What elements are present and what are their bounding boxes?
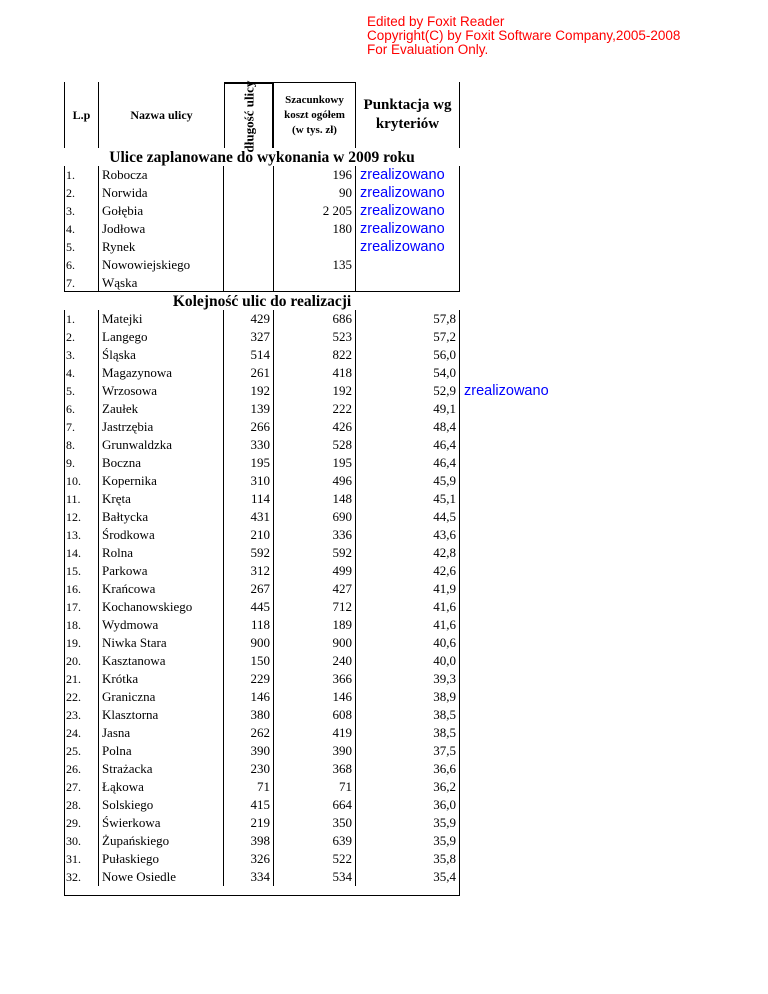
header-points-line-1: Punktacja wg bbox=[363, 97, 452, 113]
street-points: 45,9 bbox=[356, 472, 460, 490]
header-points-line-2: kryteriów bbox=[375, 116, 440, 132]
street-name: Jodłowa bbox=[98, 220, 224, 238]
row-number: 8. bbox=[66, 438, 75, 452]
street-name: Nowe Osiedle bbox=[98, 868, 224, 886]
street-points: 35,9 bbox=[356, 832, 460, 850]
street-name: Zaułek bbox=[98, 400, 224, 418]
row-number: 32. bbox=[66, 870, 81, 884]
row-number: 4. bbox=[66, 222, 75, 236]
row-number: 25. bbox=[66, 744, 81, 758]
table-row bbox=[64, 382, 460, 400]
row-number: 20. bbox=[66, 654, 81, 668]
street-name: Langego bbox=[98, 328, 224, 346]
street-cost: 90 bbox=[274, 184, 356, 202]
street-name: Pułaskiego bbox=[98, 850, 224, 868]
street-name: Rolna bbox=[98, 544, 224, 562]
street-cost: 350 bbox=[274, 814, 356, 832]
street-name: Wrzosowa bbox=[98, 382, 224, 400]
watermark-line-1: Edited by Foxit Reader bbox=[367, 14, 505, 29]
street-cost: 71 bbox=[274, 778, 356, 796]
street-cost: 523 bbox=[274, 328, 356, 346]
row-number: 12. bbox=[66, 510, 81, 524]
table-row bbox=[64, 634, 460, 652]
street-name: Parkowa bbox=[98, 562, 224, 580]
street-cost: 664 bbox=[274, 796, 356, 814]
header-points bbox=[356, 82, 460, 148]
street-cost: 336 bbox=[274, 526, 356, 544]
table-row bbox=[64, 850, 460, 868]
street-cost: 135 bbox=[274, 256, 356, 274]
status-label: zrealizowano bbox=[360, 221, 445, 237]
street-length: 326 bbox=[224, 850, 274, 868]
street-length: 139 bbox=[224, 400, 274, 418]
table-row bbox=[64, 598, 460, 616]
street-points: 36,0 bbox=[356, 796, 460, 814]
row-number: 16. bbox=[66, 582, 81, 596]
street-length: 330 bbox=[224, 436, 274, 454]
row-number: 31. bbox=[66, 852, 81, 866]
table-row bbox=[64, 472, 460, 490]
row-number: 27. bbox=[66, 780, 81, 794]
street-length: 118 bbox=[224, 616, 274, 634]
street-name: Polna bbox=[98, 742, 224, 760]
street-cost: 690 bbox=[274, 508, 356, 526]
street-length: 312 bbox=[224, 562, 274, 580]
street-cost: 180 bbox=[274, 220, 356, 238]
street-cost: 686 bbox=[274, 310, 356, 328]
street-name: Wąska bbox=[98, 274, 224, 292]
street-length: 592 bbox=[224, 544, 274, 562]
street-status-cell bbox=[356, 184, 460, 202]
street-length: 334 bbox=[224, 868, 274, 886]
status-label: zrealizowano bbox=[360, 185, 445, 201]
street-cost bbox=[274, 238, 356, 256]
row-number: 19. bbox=[66, 636, 81, 650]
street-length bbox=[224, 256, 274, 274]
street-name: Graniczna bbox=[98, 688, 224, 706]
street-points: 57,2 bbox=[356, 328, 460, 346]
street-length: 229 bbox=[224, 670, 274, 688]
row-number: 18. bbox=[66, 618, 81, 632]
street-name: Łąkowa bbox=[98, 778, 224, 796]
table-row bbox=[64, 310, 460, 328]
street-length: 398 bbox=[224, 832, 274, 850]
street-points: 38,9 bbox=[356, 688, 460, 706]
street-points: 35,8 bbox=[356, 850, 460, 868]
street-length bbox=[224, 202, 274, 220]
row-number: 4. bbox=[66, 366, 75, 380]
street-length: 192 bbox=[224, 382, 274, 400]
street-length: 150 bbox=[224, 652, 274, 670]
street-name: Świerkowa bbox=[98, 814, 224, 832]
street-cost: 148 bbox=[274, 490, 356, 508]
row-number: 14. bbox=[66, 546, 81, 560]
planned-section-title: Ulice zaplanowane do wykonania w 2009 roku bbox=[109, 149, 415, 166]
table-row bbox=[64, 454, 460, 472]
street-points: 38,5 bbox=[356, 706, 460, 724]
street-cost: 240 bbox=[274, 652, 356, 670]
row-number: 3. bbox=[66, 348, 75, 362]
row-number: 23. bbox=[66, 708, 81, 722]
table-row bbox=[64, 202, 460, 220]
street-points: 38,5 bbox=[356, 724, 460, 742]
street-length: 267 bbox=[224, 580, 274, 598]
street-cost bbox=[274, 274, 356, 292]
header-lp: L.p bbox=[64, 82, 98, 148]
header-length-label: długość ulicy bbox=[241, 80, 256, 152]
table-row bbox=[64, 544, 460, 562]
table-row bbox=[64, 688, 460, 706]
street-length: 195 bbox=[224, 454, 274, 472]
row-number: 17. bbox=[66, 600, 81, 614]
table-row bbox=[64, 166, 460, 184]
header-name: Nazwa ulicy bbox=[98, 82, 224, 148]
street-name: Solskiego bbox=[98, 796, 224, 814]
row-number: 13. bbox=[66, 528, 81, 542]
street-points: 40,6 bbox=[356, 634, 460, 652]
street-length: 327 bbox=[224, 328, 274, 346]
table-row bbox=[64, 616, 460, 634]
street-length: 210 bbox=[224, 526, 274, 544]
street-cost: 496 bbox=[274, 472, 356, 490]
watermark-line-3: For Evaluation Only. bbox=[367, 42, 489, 57]
table-row bbox=[64, 400, 460, 418]
street-length bbox=[224, 274, 274, 292]
street-cost: 192 bbox=[274, 382, 356, 400]
street-length: 114 bbox=[224, 490, 274, 508]
street-length: 266 bbox=[224, 418, 274, 436]
table-header bbox=[64, 80, 460, 152]
street-name: Środkowa bbox=[98, 526, 224, 544]
street-points: 48,4 bbox=[356, 418, 460, 436]
planned-table bbox=[64, 166, 460, 292]
street-name: Wydmowa bbox=[98, 616, 224, 634]
table-row bbox=[64, 652, 460, 670]
street-length: 262 bbox=[224, 724, 274, 742]
street-length: 219 bbox=[224, 814, 274, 832]
street-cost: 639 bbox=[274, 832, 356, 850]
table-row bbox=[64, 490, 460, 508]
street-cost: 712 bbox=[274, 598, 356, 616]
street-name: Rynek bbox=[98, 238, 224, 256]
street-status-cell bbox=[356, 220, 460, 238]
street-name: Norwida bbox=[98, 184, 224, 202]
street-points: 46,4 bbox=[356, 454, 460, 472]
table-row bbox=[64, 562, 460, 580]
street-cost: 822 bbox=[274, 346, 356, 364]
table-row bbox=[64, 346, 460, 364]
header-length bbox=[224, 80, 274, 152]
street-name: Jastrzębia bbox=[98, 418, 224, 436]
street-cost: 426 bbox=[274, 418, 356, 436]
street-status-cell bbox=[356, 166, 460, 184]
row-number: 26. bbox=[66, 762, 81, 776]
table-row bbox=[64, 526, 460, 544]
street-cost: 195 bbox=[274, 454, 356, 472]
street-name: Kopernika bbox=[98, 472, 224, 490]
row-number: 29. bbox=[66, 816, 81, 830]
street-cost: 146 bbox=[274, 688, 356, 706]
table-row bbox=[64, 706, 460, 724]
table-row bbox=[64, 508, 460, 526]
street-cost: 608 bbox=[274, 706, 356, 724]
row-number: 2. bbox=[66, 330, 75, 344]
street-points: 46,4 bbox=[356, 436, 460, 454]
street-points: 41,9 bbox=[356, 580, 460, 598]
row-number: 5. bbox=[66, 384, 75, 398]
street-length: 431 bbox=[224, 508, 274, 526]
table-row bbox=[64, 742, 460, 760]
street-points: 57,8 bbox=[356, 310, 460, 328]
row-number: 7. bbox=[66, 420, 75, 434]
street-status-cell bbox=[356, 238, 460, 256]
street-length bbox=[224, 166, 274, 184]
table-row bbox=[64, 868, 460, 886]
table-row bbox=[64, 580, 460, 598]
street-cost: 499 bbox=[274, 562, 356, 580]
row-number: 6. bbox=[66, 258, 75, 272]
street-cost: 419 bbox=[274, 724, 356, 742]
street-length bbox=[224, 238, 274, 256]
street-cost: 522 bbox=[274, 850, 356, 868]
table-row bbox=[64, 814, 460, 832]
street-points: 35,4 bbox=[356, 868, 460, 886]
street-points: 39,3 bbox=[356, 670, 460, 688]
row-number: 7. bbox=[66, 276, 75, 290]
street-status-cell bbox=[356, 274, 460, 292]
order-section-title: Kolejność ulic do realizacji bbox=[172, 293, 352, 310]
street-cost: 189 bbox=[274, 616, 356, 634]
table-row bbox=[64, 256, 460, 274]
table-row bbox=[64, 238, 460, 256]
table-row bbox=[64, 436, 460, 454]
street-length: 415 bbox=[224, 796, 274, 814]
table-row bbox=[64, 328, 460, 346]
street-cost: 528 bbox=[274, 436, 356, 454]
street-cost: 418 bbox=[274, 364, 356, 382]
row-number: 15. bbox=[66, 564, 81, 578]
table-row bbox=[64, 832, 460, 850]
street-points: 41,6 bbox=[356, 616, 460, 634]
header-cost-line-2: koszt ogółem bbox=[284, 109, 345, 121]
street-length: 429 bbox=[224, 310, 274, 328]
table-row bbox=[64, 760, 460, 778]
street-cost: 222 bbox=[274, 400, 356, 418]
street-name: Matejki bbox=[98, 310, 224, 328]
street-length: 146 bbox=[224, 688, 274, 706]
street-length: 900 bbox=[224, 634, 274, 652]
street-points: 36,6 bbox=[356, 760, 460, 778]
street-length: 390 bbox=[224, 742, 274, 760]
table-row bbox=[64, 184, 460, 202]
status-label: zrealizowano bbox=[360, 239, 445, 255]
street-length: 310 bbox=[224, 472, 274, 490]
header-cost-line-3: (w tys. zł) bbox=[292, 124, 337, 136]
street-name: Magazynowa bbox=[98, 364, 224, 382]
table-row bbox=[64, 364, 460, 382]
street-cost: 900 bbox=[274, 634, 356, 652]
street-cost: 534 bbox=[274, 868, 356, 886]
street-points: 49,1 bbox=[356, 400, 460, 418]
table-row bbox=[64, 670, 460, 688]
row-number: 6. bbox=[66, 402, 75, 416]
street-points: 54,0 bbox=[356, 364, 460, 382]
street-points: 40,0 bbox=[356, 652, 460, 670]
status-label: zrealizowano bbox=[360, 167, 445, 183]
street-length: 380 bbox=[224, 706, 274, 724]
street-name: Robocza bbox=[98, 166, 224, 184]
row-number: 1. bbox=[66, 312, 75, 326]
street-points: 52,9 bbox=[356, 382, 460, 400]
table-row bbox=[64, 418, 460, 436]
table-row bbox=[64, 796, 460, 814]
street-cost: 368 bbox=[274, 760, 356, 778]
street-points: 42,6 bbox=[356, 562, 460, 580]
street-name: Strażacka bbox=[98, 760, 224, 778]
street-name: Grunwaldzka bbox=[98, 436, 224, 454]
table-row bbox=[64, 724, 460, 742]
table-row bbox=[64, 274, 460, 292]
row-number: 30. bbox=[66, 834, 81, 848]
street-points: 45,1 bbox=[356, 490, 460, 508]
watermark-line-2: Copyright(C) by Foxit Software Company,2005-2008 bbox=[367, 28, 681, 43]
header-cost-line-1: Szacunkowy bbox=[285, 94, 344, 106]
street-points: 56,0 bbox=[356, 346, 460, 364]
row-number: 5. bbox=[66, 240, 75, 254]
street-name: Kręta bbox=[98, 490, 224, 508]
street-cost: 592 bbox=[274, 544, 356, 562]
street-name: Żupańskiego bbox=[98, 832, 224, 850]
street-name: Kochanowskiego bbox=[98, 598, 224, 616]
street-name: Boczna bbox=[98, 454, 224, 472]
status-label: zrealizowano bbox=[464, 383, 549, 399]
street-cost: 2 205 bbox=[274, 202, 356, 220]
street-points: 37,5 bbox=[356, 742, 460, 760]
row-number: 21. bbox=[66, 672, 81, 686]
street-name: Klasztorna bbox=[98, 706, 224, 724]
street-name: Bałtycka bbox=[98, 508, 224, 526]
table-row bbox=[64, 220, 460, 238]
row-number: 28. bbox=[66, 798, 81, 812]
row-number: 10. bbox=[66, 474, 81, 488]
street-points: 43,6 bbox=[356, 526, 460, 544]
street-name: Krótka bbox=[98, 670, 224, 688]
row-number: 22. bbox=[66, 690, 81, 704]
row-number: 9. bbox=[66, 456, 75, 470]
order-table bbox=[64, 310, 460, 886]
street-points: 36,2 bbox=[356, 778, 460, 796]
street-cost: 196 bbox=[274, 166, 356, 184]
street-cost: 427 bbox=[274, 580, 356, 598]
street-status-cell bbox=[356, 256, 460, 274]
street-cost: 366 bbox=[274, 670, 356, 688]
street-length bbox=[224, 220, 274, 238]
row-number: 3. bbox=[66, 204, 75, 218]
header-cost bbox=[274, 82, 356, 148]
row-number: 11. bbox=[66, 492, 81, 506]
street-name: Jasna bbox=[98, 724, 224, 742]
street-length: 71 bbox=[224, 778, 274, 796]
street-length bbox=[224, 184, 274, 202]
street-points: 41,6 bbox=[356, 598, 460, 616]
street-points: 35,9 bbox=[356, 814, 460, 832]
street-name: Śląska bbox=[98, 346, 224, 364]
row-number: 2. bbox=[66, 186, 75, 200]
street-name: Krańcowa bbox=[98, 580, 224, 598]
street-points: 44,5 bbox=[356, 508, 460, 526]
street-name: Kasztanowa bbox=[98, 652, 224, 670]
street-length: 261 bbox=[224, 364, 274, 382]
street-status-cell bbox=[356, 202, 460, 220]
street-name: Nowowiejskiego bbox=[98, 256, 224, 274]
row-number: 24. bbox=[66, 726, 81, 740]
street-points: 42,8 bbox=[356, 544, 460, 562]
status-label: zrealizowano bbox=[360, 203, 445, 219]
street-length: 514 bbox=[224, 346, 274, 364]
street-length: 445 bbox=[224, 598, 274, 616]
street-length: 230 bbox=[224, 760, 274, 778]
row-number: 1. bbox=[66, 168, 75, 182]
street-name: Niwka Stara bbox=[98, 634, 224, 652]
watermark bbox=[367, 15, 680, 57]
street-name: Gołębia bbox=[98, 202, 224, 220]
table-row bbox=[64, 778, 460, 796]
street-cost: 390 bbox=[274, 742, 356, 760]
